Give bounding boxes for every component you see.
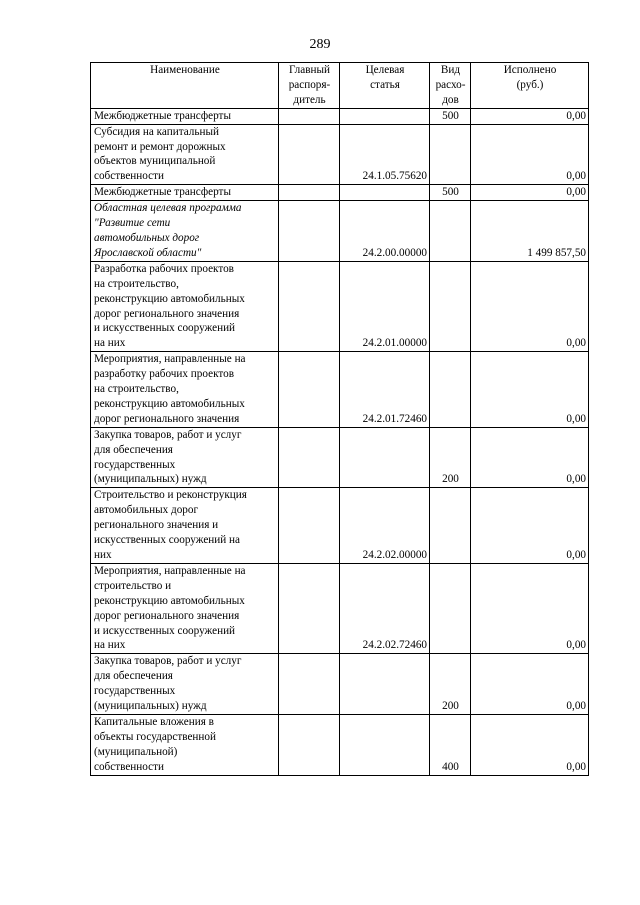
row-kind-cell [430, 488, 471, 564]
row-name-cell [91, 261, 279, 351]
row-name-line: на них [94, 337, 126, 350]
row-kind-cell [430, 261, 471, 351]
row-target-cell: 24.2.02.00000 [340, 488, 430, 564]
header-admin-line: Главный [289, 64, 330, 76]
table-row [91, 714, 589, 775]
row-target-cell: 24.2.01.72460 [340, 352, 430, 428]
row-name-line: объектов муниципальной [94, 155, 216, 168]
row-target-cell [340, 108, 430, 124]
row-kind-cell: 200 [430, 654, 471, 715]
header-done [471, 63, 589, 109]
row-kind-cell [430, 352, 471, 428]
row-target-cell: 24.2.01.00000 [340, 261, 430, 351]
row-name-line: реконструкцию автомобильных [94, 594, 245, 607]
row-name-line: для обеспечения [94, 670, 173, 683]
row-name-cell [91, 488, 279, 564]
row-name-line: государственных [94, 458, 176, 471]
row-name-line: ремонт и ремонт дорожных [94, 140, 226, 153]
table-row [91, 124, 589, 185]
row-done-cell: 0,00 [471, 261, 589, 351]
header-admin [279, 63, 340, 109]
row-name-line: на строительство, [94, 383, 179, 396]
row-name-cell [91, 654, 279, 715]
header-done-line: (руб.) [516, 78, 544, 91]
row-name-line: разработку рабочих проектов [94, 368, 234, 381]
row-kind-cell [430, 124, 471, 185]
row-name-line: Межбюджетные трансферты [94, 109, 231, 122]
row-admin-cell [279, 488, 340, 564]
row-admin-cell [279, 185, 340, 201]
row-name-line: Строительство и реконструкция [94, 489, 247, 502]
row-name-line: (муниципальных) нужд [94, 700, 207, 713]
row-name-line: собственности [94, 170, 164, 183]
row-name-line: реконструкцию автомобильных [94, 292, 245, 305]
header-name-line: Наименование [150, 64, 220, 76]
table-row [91, 563, 589, 653]
table-row [91, 427, 589, 488]
row-name-line: дорог регионального значения [94, 609, 240, 622]
row-name-line: на них [94, 639, 126, 652]
row-name-cell [91, 427, 279, 488]
row-admin-cell [279, 261, 340, 351]
header-admin-line: распоря- [288, 78, 331, 91]
row-target-cell: 24.1.05.75620 [340, 124, 430, 185]
row-target-cell [340, 714, 430, 775]
row-done-cell: 1 499 857,50 [471, 201, 589, 262]
row-name-line: государственных [94, 685, 176, 698]
row-name-cell [91, 352, 279, 428]
table-row [91, 261, 589, 351]
row-name-cell [91, 185, 279, 201]
header-admin-line: дитель [293, 93, 326, 106]
table-row [91, 108, 589, 124]
row-done-cell: 0,00 [471, 427, 589, 488]
row-admin-cell [279, 654, 340, 715]
table-row [91, 185, 589, 201]
header-kind [430, 63, 471, 109]
row-done-cell: 0,00 [471, 488, 589, 564]
row-target-cell [340, 427, 430, 488]
row-name-line: Мероприятия, направленные на [94, 564, 246, 577]
row-name-line: Разработка рабочих проектов [94, 262, 234, 275]
row-admin-cell [279, 352, 340, 428]
row-name-line: Субсидия на капитальный [94, 125, 219, 138]
row-done-cell: 0,00 [471, 185, 589, 201]
row-name-line: и искусственных сооружений [94, 322, 236, 335]
row-name-line: Ярославской области" [94, 246, 202, 259]
row-name-cell [91, 124, 279, 185]
table-header-row [91, 63, 589, 109]
row-target-cell: 24.2.02.72460 [340, 563, 430, 653]
row-kind-cell: 500 [430, 185, 471, 201]
header-target [340, 63, 430, 109]
row-admin-cell [279, 427, 340, 488]
row-name-line: дорог регионального значения [94, 412, 240, 425]
row-kind-cell: 500 [430, 108, 471, 124]
row-admin-cell [279, 108, 340, 124]
row-admin-cell [279, 124, 340, 185]
table-row [91, 654, 589, 715]
table-row [91, 201, 589, 262]
row-admin-cell [279, 201, 340, 262]
row-done-cell: 0,00 [471, 714, 589, 775]
row-name-cell [91, 563, 279, 653]
row-name-line: Межбюджетные трансферты [94, 186, 231, 199]
table-body [91, 108, 589, 775]
row-name-line: собственности [94, 760, 164, 773]
row-name-line: строительство и [94, 579, 172, 592]
row-kind-cell: 400 [430, 714, 471, 775]
header-target-line: статья [370, 78, 400, 91]
header-kind-line: расхо- [435, 78, 466, 91]
row-name-line: и искусственных сооружений [94, 624, 236, 637]
row-name-cell [91, 714, 279, 775]
row-done-cell: 0,00 [471, 352, 589, 428]
row-name-line: (муниципальной) [94, 745, 178, 758]
row-done-cell: 0,00 [471, 563, 589, 653]
row-target-cell: 24.2.00.00000 [340, 201, 430, 262]
row-name-line: "Развитие сети [94, 217, 171, 230]
row-kind-cell: 200 [430, 427, 471, 488]
row-name-line: автомобильных дорог [94, 504, 199, 517]
row-name-cell [91, 201, 279, 262]
row-admin-cell [279, 563, 340, 653]
budget-table [90, 62, 589, 776]
row-target-cell [340, 185, 430, 201]
row-name-line: реконструкцию автомобильных [94, 397, 245, 410]
row-name-line: Закупка товаров, работ и услуг [94, 655, 242, 668]
row-name-line: Мероприятия, направленные на [94, 353, 246, 366]
header-kind-line: дов [442, 93, 459, 106]
header-target-line: Целевая [365, 64, 405, 76]
row-target-cell [340, 654, 430, 715]
row-name-line: для обеспечения [94, 443, 173, 456]
header-kind-line: Вид [440, 64, 461, 76]
table-row [91, 488, 589, 564]
row-admin-cell [279, 714, 340, 775]
row-done-cell: 0,00 [471, 108, 589, 124]
row-name-cell [91, 108, 279, 124]
page-number: 289 [309, 37, 331, 52]
header-done-line: Исполнено [503, 64, 557, 76]
row-done-cell: 0,00 [471, 654, 589, 715]
header-name [91, 63, 279, 109]
row-done-cell: 0,00 [471, 124, 589, 185]
table-row [91, 352, 589, 428]
row-name-line: объекты государственной [94, 730, 216, 743]
row-name-line: искусственных сооружений на [94, 534, 241, 547]
row-name-line: регионального значения и [94, 519, 219, 532]
row-name-line: на строительство, [94, 277, 179, 290]
row-name-line: Капитальные вложения в [94, 715, 214, 728]
row-name-line: Областная целевая программа [94, 202, 242, 215]
row-kind-cell [430, 201, 471, 262]
row-kind-cell [430, 563, 471, 653]
row-name-line: дорог регионального значения [94, 307, 240, 320]
row-name-line: (муниципальных) нужд [94, 473, 207, 486]
row-name-line: автомобильных дорог [94, 231, 200, 244]
row-name-line: Закупка товаров, работ и услуг [94, 428, 242, 441]
row-name-line: них [94, 549, 112, 561]
